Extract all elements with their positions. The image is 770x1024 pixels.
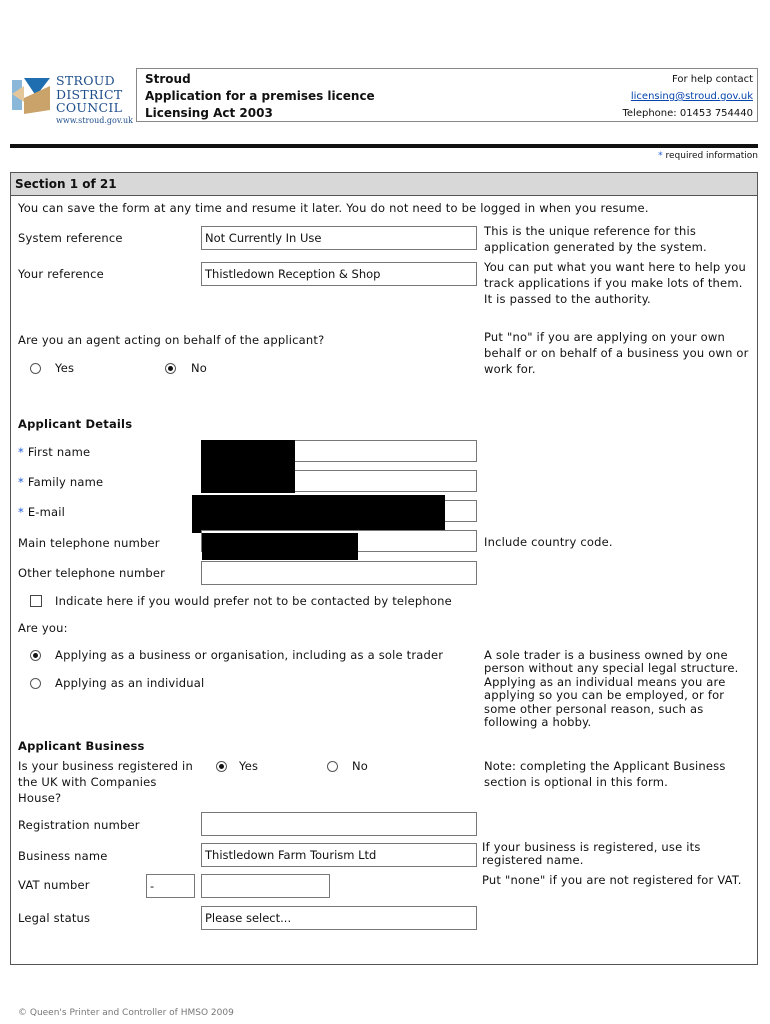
other-phone-input[interactable] — [201, 561, 477, 585]
copyright-footer: © Queen's Printer and Controller of HMSO 2009 — [18, 1008, 234, 1018]
vat-number-input[interactable] — [201, 874, 330, 898]
other-phone-label: Other telephone number — [18, 566, 166, 580]
form-title: Stroud Application for a premises licence Licensing Act 2003 — [145, 72, 375, 120]
help-email-link[interactable]: licensing@stroud.gov.uk — [630, 91, 753, 102]
agent-yes-label: Yes — [55, 361, 75, 375]
companies-house-no-label: No — [352, 759, 369, 773]
companies-house-question: Is your business registered in the UK with Companies House? — [18, 759, 193, 805]
applicant-business-heading: Applicant Business — [18, 739, 145, 753]
business-name-label: Business name — [18, 849, 108, 863]
your-reference-help: You can put what you want here to help you track applications if you make lots of them. It is passed to the authority. — [484, 260, 746, 306]
council-crest-icon — [10, 76, 54, 116]
logo-url: www.stroud.gov.uk — [56, 116, 133, 125]
legal-status-select[interactable]: Please select... — [201, 906, 477, 930]
first-name-label: * First name — [18, 445, 91, 459]
agent-yes-radio[interactable] — [30, 363, 41, 374]
companies-house-no-radio[interactable] — [327, 761, 338, 772]
section-title: Section 1 of 21 — [11, 173, 757, 196]
form-header — [136, 68, 758, 122]
applicant-details-heading: Applicant Details — [18, 417, 133, 431]
applying-as-business-label: Applying as a business or organisation, including as a sole trader — [55, 648, 444, 662]
family-name-label: * Family name — [18, 475, 104, 489]
header-divider — [10, 144, 758, 148]
email-label: * E-mail — [18, 505, 66, 519]
applying-as-individual-radio[interactable] — [30, 678, 41, 689]
agent-help: Put "no" if you are applying on your own behalf or on behalf of a business you own or work for. — [484, 330, 749, 376]
logo-wordmark: STROUD DISTRICT COUNCIL — [56, 73, 123, 115]
agent-no-label: No — [191, 361, 208, 375]
required-note: * required information — [658, 151, 758, 161]
redaction-block — [192, 495, 445, 533]
legal-status-label: Legal status — [18, 911, 91, 925]
are-you-label: Are you: — [18, 621, 68, 635]
vat-help: Put "none" if you are not registered for VAT. — [482, 873, 742, 887]
applying-as-business-radio[interactable] — [30, 650, 41, 661]
no-telephone-contact-label: Indicate here if you would prefer not to be contacted by telephone — [55, 594, 452, 608]
agent-no-radio[interactable] — [165, 363, 176, 374]
vat-prefix-input[interactable]: - — [146, 874, 195, 898]
redaction-block — [201, 440, 295, 493]
are-you-help: A sole trader is a business owned by one person without any special legal structure. Applying as an individual means you are applying so you can be employed, or for some other personal reason, such as following a hobby. — [484, 648, 739, 730]
your-reference-label: Your reference — [18, 267, 104, 281]
main-phone-help: Include country code. — [484, 535, 613, 549]
redaction-block — [202, 533, 358, 560]
system-reference-help: This is the unique reference for this application generated by the system. — [484, 224, 707, 254]
registration-number-input[interactable] — [201, 812, 477, 836]
system-reference-label: System reference — [18, 231, 123, 245]
your-reference-input[interactable]: Thistledown Reception & Shop — [201, 262, 477, 286]
companies-house-yes-radio[interactable] — [216, 761, 227, 772]
vat-number-label: VAT number — [18, 878, 90, 892]
stroud-logo — [8, 70, 132, 130]
no-telephone-contact-checkbox[interactable] — [30, 595, 42, 607]
applying-as-individual-label: Applying as an individual — [55, 676, 205, 690]
main-phone-label: Main telephone number — [18, 536, 160, 550]
agent-question: Are you an agent acting on behalf of the applicant? — [18, 333, 325, 347]
section-panel — [10, 172, 758, 965]
section-intro: You can save the form at any time and resume it later. You do not need to be logged in when you resume. — [18, 201, 649, 215]
help-contact: For help contact licensing@stroud.gov.uk Telephone: 01453 754440 — [622, 74, 753, 119]
business-name-help: If your business is registered, use its registered name. — [482, 840, 701, 868]
companies-house-help: Note: completing the Applicant Business section is optional in this form. — [484, 759, 726, 789]
companies-house-yes-label: Yes — [239, 759, 259, 773]
business-name-input[interactable]: Thistledown Farm Tourism Ltd — [201, 843, 477, 867]
registration-number-label: Registration number — [18, 818, 140, 832]
system-reference-input[interactable]: Not Currently In Use — [201, 226, 477, 250]
